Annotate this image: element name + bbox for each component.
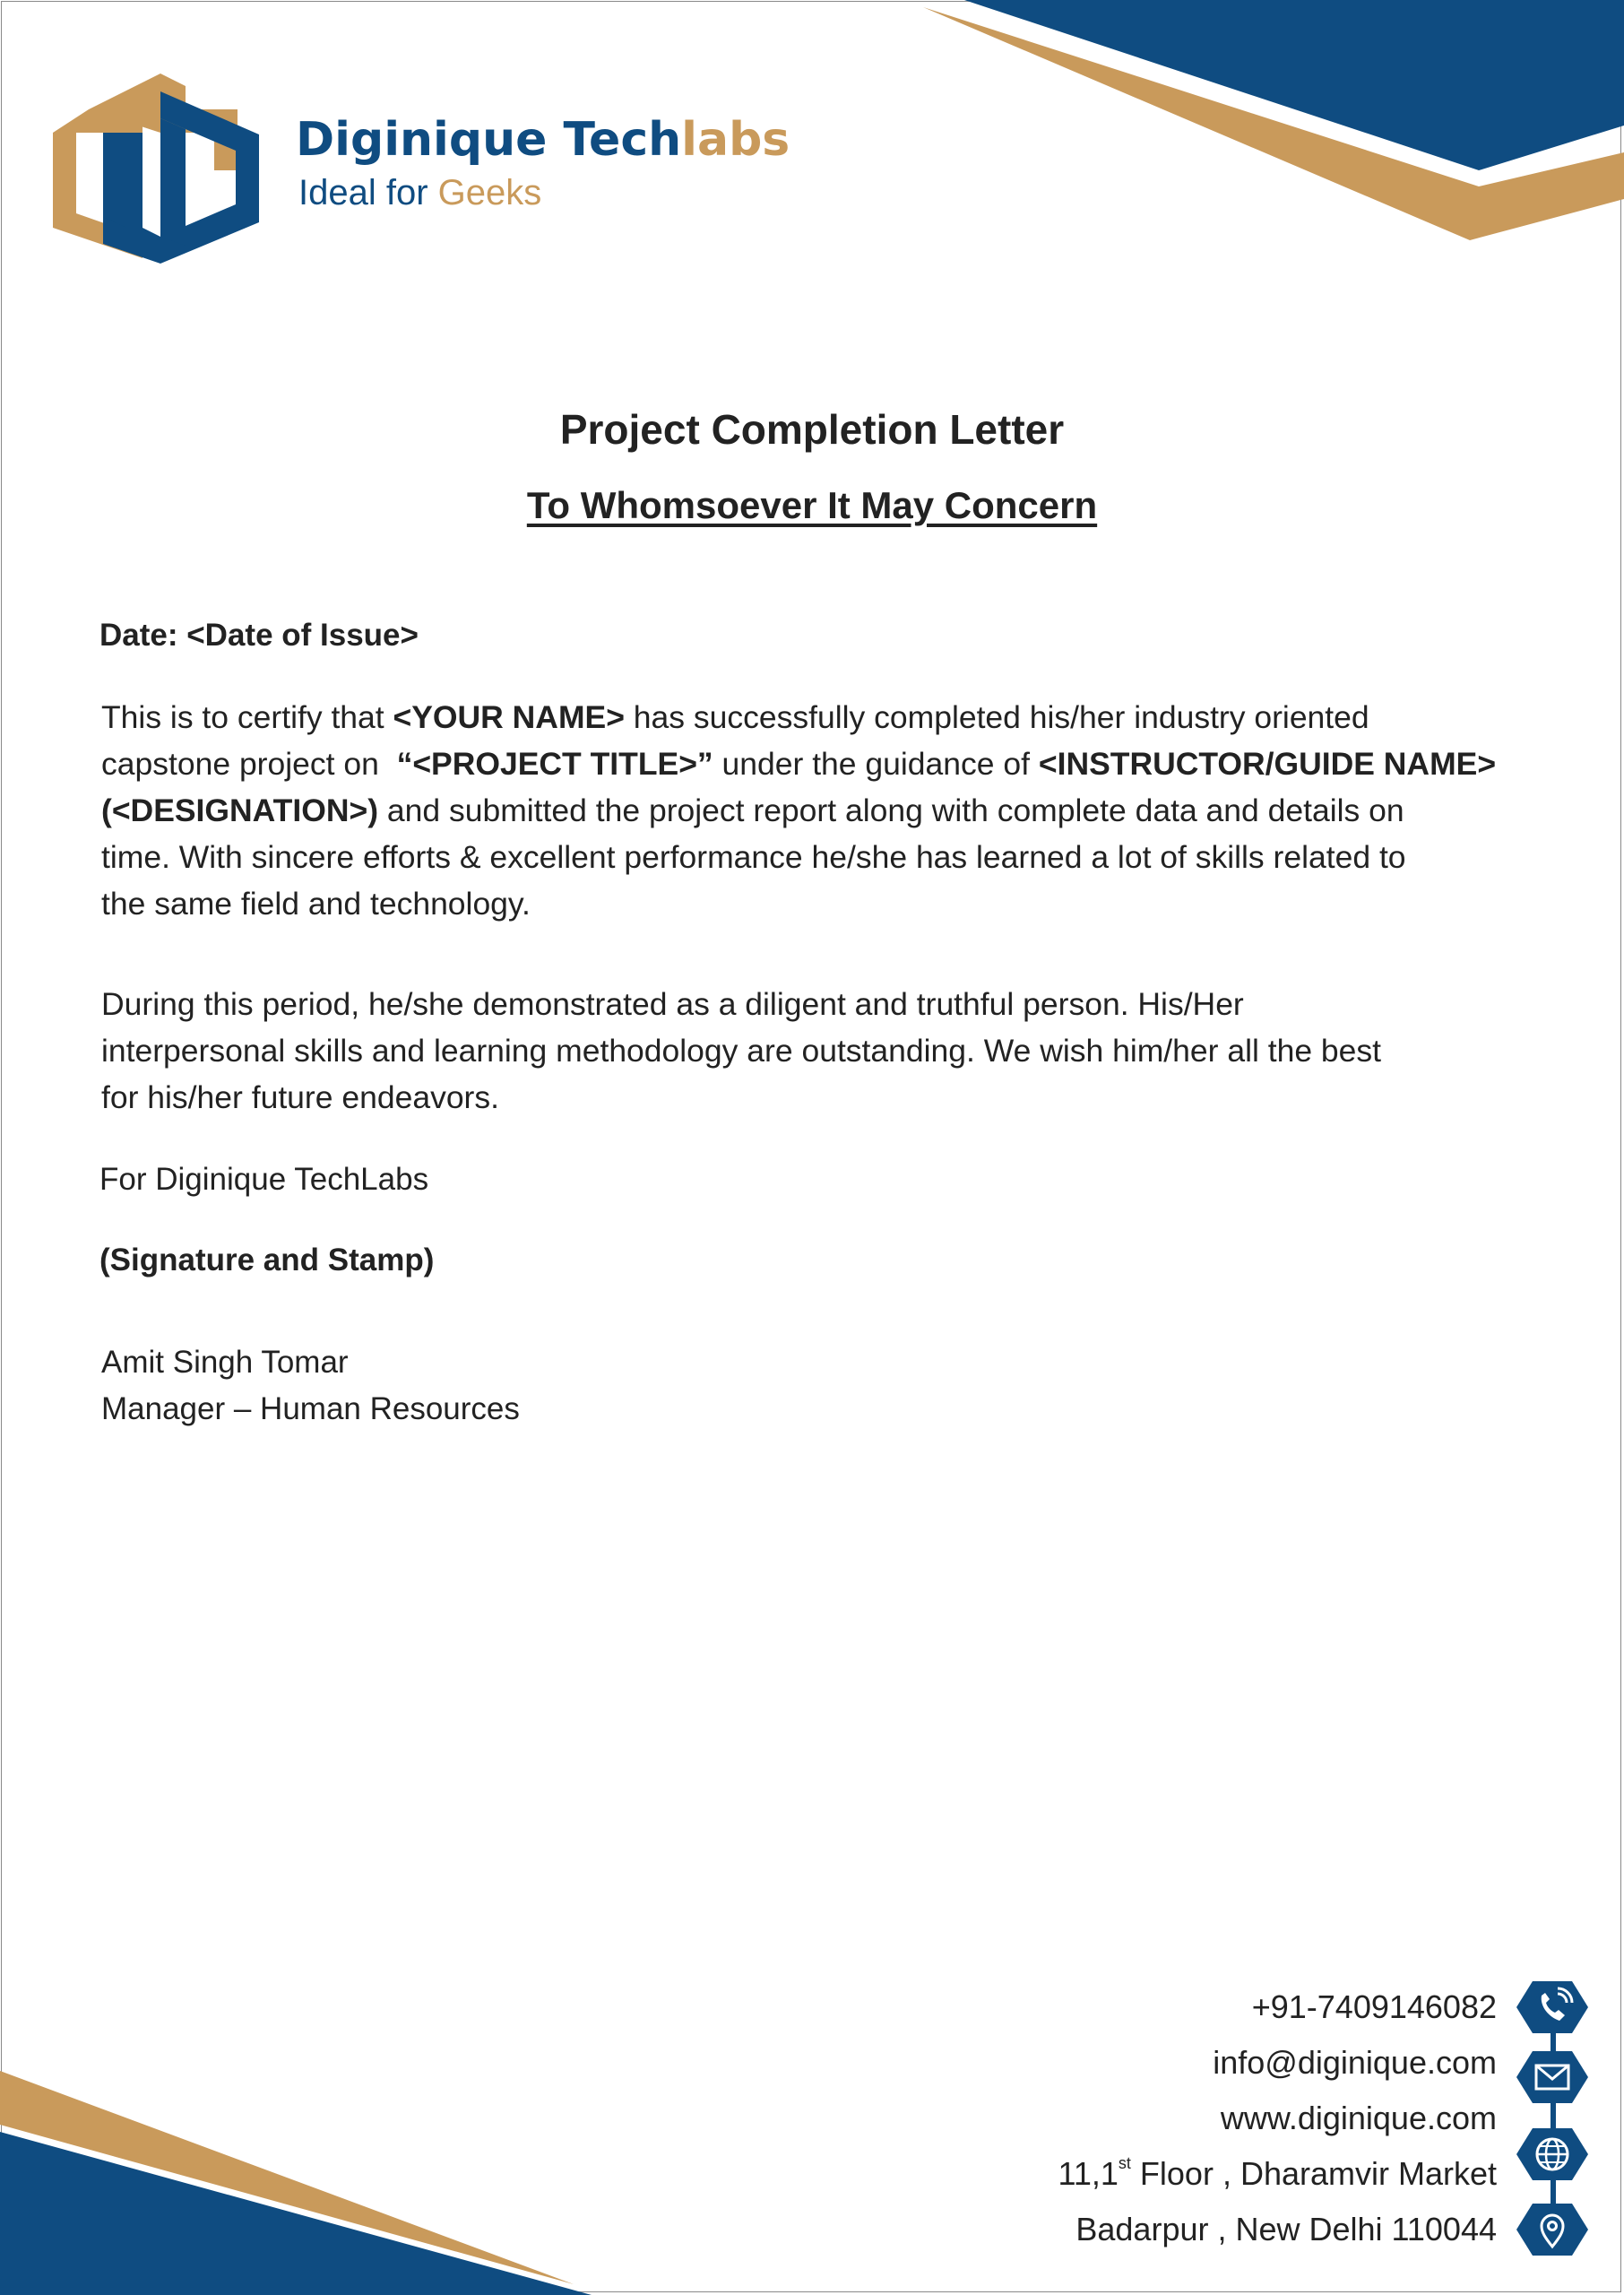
tagline-accent: Geeks	[437, 173, 542, 212]
tagline-primary: Ideal for	[298, 173, 438, 212]
paragraph-line	[101, 694, 1553, 740]
signer-name: Amit Singh Tomar	[101, 1345, 349, 1380]
paragraph-line: for his/her future endeavors.	[101, 1079, 499, 1115]
paragraph-line: the same field and technology.	[101, 886, 531, 922]
paragraph-line: time. With sincere efforts & excellent performance he/she has learned a lot of skills related to	[101, 839, 1406, 875]
contact-address-line1	[1058, 2155, 1498, 2193]
footer-swoosh	[0, 2071, 609, 2295]
paragraph-line: During this period, he/she demonstrated as a diligent and truthful person. His/Her	[101, 986, 1244, 1022]
text-run: has successfully completed his/her industry oriented	[624, 699, 1369, 735]
text-run: 11,1	[1058, 2155, 1119, 2192]
letter-title: Project Completion Letter	[559, 406, 1065, 453]
text-run: capstone project on	[101, 746, 397, 782]
issue-date: Date: <Date of Issue>	[99, 618, 419, 653]
letter-subtitle	[0, 484, 1624, 527]
contact-website: www.diginique.com	[1220, 2100, 1497, 2136]
for-company-line: For Diginique TechLabs	[99, 1162, 429, 1197]
placeholder-project-title: “<PROJECT TITLE>”	[396, 746, 713, 782]
performance-paragraph	[101, 981, 1553, 1121]
text-run: Floor , Dharamvir Market	[1130, 2155, 1497, 2192]
company-name	[296, 113, 790, 167]
letter-subtitle-text: To Whomsoever It May Concern	[526, 484, 1098, 526]
signature-placeholder: (Signature and Stamp)	[99, 1243, 435, 1277]
text-run: and submitted the project report along with complete data and details on	[378, 792, 1404, 828]
mail-icon	[1516, 2049, 1588, 2105]
header-swoosh	[923, 0, 1624, 251]
placeholder-designation: (<DESIGNATION>)	[101, 792, 379, 828]
page-border	[1, 1, 1621, 2292]
paragraph-line	[101, 740, 1553, 787]
phone-icon	[1516, 1979, 1588, 2035]
contact-address-line2: Badarpur , New Delhi 110044	[1075, 2211, 1497, 2247]
signer-role: Manager – Human Resources	[101, 1391, 520, 1426]
location-pin-icon	[1516, 2202, 1588, 2257]
ordinal-suffix: st	[1118, 2154, 1131, 2172]
paragraph-line: interpersonal skills and learning methodology are outstanding. We wish him/her all the best	[101, 1033, 1382, 1069]
contact-email: info@diginique.com	[1213, 2044, 1497, 2081]
certification-paragraph	[101, 694, 1553, 927]
text-run: under the guidance of	[713, 746, 1039, 782]
paragraph-line	[101, 787, 1553, 834]
company-name-accent: labs	[681, 113, 790, 167]
company-logo-mark	[49, 70, 272, 264]
globe-icon	[1516, 2126, 1588, 2182]
contact-phone: +91-7409146082	[1251, 1988, 1497, 2025]
text-run: This is to certify that	[101, 699, 393, 735]
placeholder-guide-name: <INSTRUCTOR/GUIDE NAME>	[1038, 746, 1497, 782]
company-tagline	[298, 175, 541, 211]
company-name-primary: Diginique Tech	[296, 113, 682, 167]
placeholder-your-name: <YOUR NAME>	[393, 699, 625, 735]
